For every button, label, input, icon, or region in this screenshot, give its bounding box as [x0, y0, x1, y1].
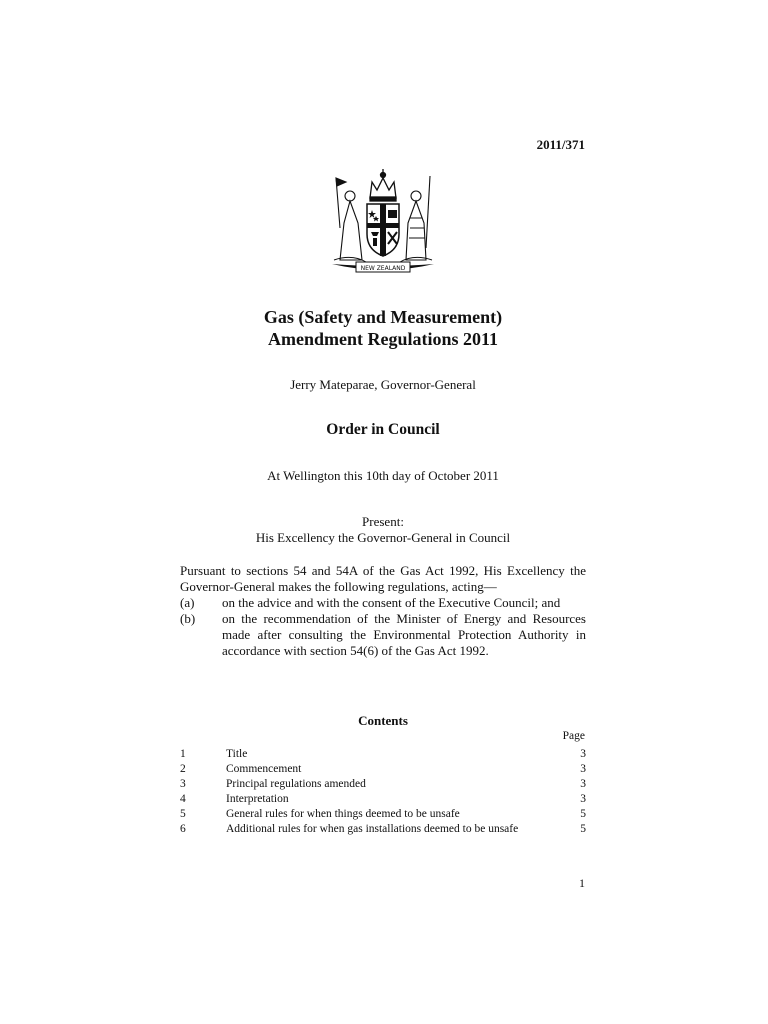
contents-title: Additional rules for when gas installations deemed to be unsafe	[226, 823, 519, 835]
preamble	[180, 563, 586, 659]
item-label: (a)	[180, 595, 195, 610]
contents-row[interactable]	[180, 792, 586, 807]
contents-page: 3	[580, 763, 586, 775]
governor-general: Jerry Mateparae, Governor-General	[290, 377, 476, 392]
contents-number: 4	[180, 793, 186, 805]
contents-number: 2	[180, 763, 186, 775]
title-line-2: Amendment Regulations 2011	[267, 329, 498, 349]
contents-row[interactable]	[180, 747, 586, 762]
contents-number: 6	[180, 823, 186, 835]
item-label: (b)	[180, 611, 196, 626]
contents-page: 3	[580, 778, 586, 790]
crest-motto: NEW ZEALAND	[360, 265, 406, 272]
contents-title: Title	[226, 748, 248, 760]
item-text: on the recommendation of the Minister of Energy and Resources made after consulting the Environmental Protection Authority in accordance with section 54(6) of the Gas Act 1992.	[222, 611, 586, 658]
page-title	[180, 306, 586, 350]
contents-list	[180, 747, 586, 837]
contents-title: General rules for when things deemed to be unsafe	[226, 808, 460, 820]
page-column-heading: Page	[562, 730, 585, 742]
contents-page: 3	[580, 793, 586, 805]
nz-coat-of-arms-icon	[322, 168, 444, 278]
page-number: 1	[579, 876, 585, 890]
contents-page: 5	[580, 823, 586, 835]
contents-row[interactable]	[180, 822, 586, 837]
preamble-text: Pursuant to sections 54 and 54A of the Gas Act 1992, His Excellency the Governor-General makes the following regulations, acting—	[180, 563, 586, 594]
contents-row[interactable]	[180, 762, 586, 777]
contents-page: 5	[580, 808, 586, 820]
contents-number: 5	[180, 808, 186, 820]
item-text: on the advice and with the consent of the Executive Council; and	[222, 595, 561, 610]
document-number: 2011/371	[536, 137, 585, 152]
order-in-council-heading: Order in Council	[326, 421, 440, 438]
date-place-line: At Wellington this 10th day of October 2011	[267, 468, 499, 483]
contents-heading: Contents	[358, 713, 408, 728]
present-text: His Excellency the Governor-General in Council	[255, 530, 511, 545]
contents-number: 1	[180, 748, 186, 760]
contents-title: Principal regulations amended	[226, 778, 366, 790]
present-label: Present:	[362, 514, 404, 529]
contents-title: Commencement	[226, 763, 302, 775]
present-block	[180, 514, 586, 546]
contents-title: Interpretation	[226, 793, 289, 805]
preamble-item	[180, 611, 586, 659]
contents-row[interactable]	[180, 777, 586, 792]
preamble-item	[180, 595, 586, 611]
contents-page: 3	[580, 748, 586, 760]
contents-row[interactable]	[180, 807, 586, 822]
contents-number: 3	[180, 778, 186, 790]
title-line-1: Gas (Safety and Measurement)	[263, 307, 503, 327]
